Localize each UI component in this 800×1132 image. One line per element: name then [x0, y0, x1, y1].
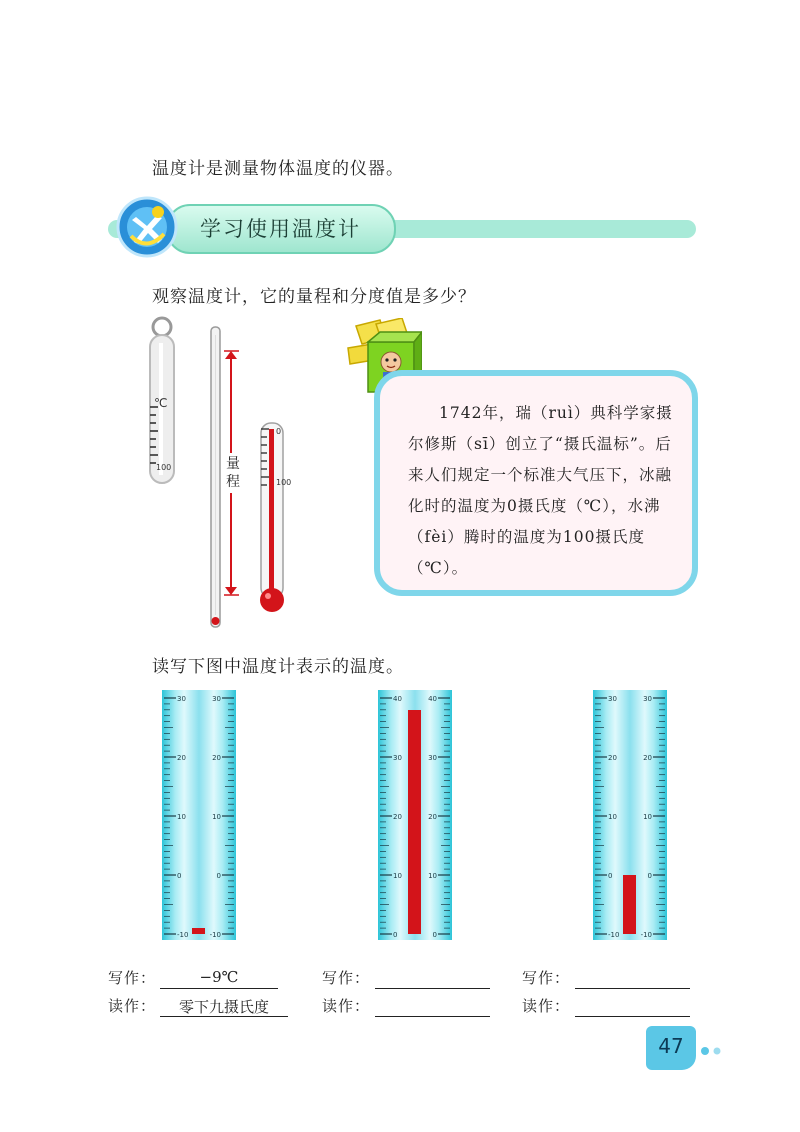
read-label-2: 读作：	[322, 997, 371, 1015]
read-field-2[interactable]	[375, 996, 490, 1017]
page-dots-icon	[700, 1046, 724, 1056]
note-box	[374, 370, 698, 596]
scale-label: 10	[608, 813, 617, 821]
scale-label-100-short: 100	[276, 478, 292, 487]
scale-label: 40	[393, 695, 402, 703]
scale-label: 10	[643, 813, 652, 821]
scale-label: 0	[608, 872, 613, 880]
write-label-2: 写作：	[322, 969, 371, 987]
scale-label: 20	[428, 813, 437, 821]
liquid-column-3	[623, 875, 636, 934]
scale-label: 10	[393, 872, 402, 880]
read-value-1: 零下九摄氏度	[178, 998, 269, 1016]
scale-label: 20	[608, 754, 617, 762]
intro-text: 温度计是测量物体温度的仪器。	[152, 159, 404, 179]
scale-label: -10	[209, 931, 221, 939]
scale-label: -10	[640, 931, 652, 939]
scale-label: 10	[177, 813, 186, 821]
scale-label-0: 0	[276, 427, 282, 436]
read-label-3: 读作：	[522, 997, 571, 1015]
scale-label: 10	[428, 872, 437, 880]
write-field-3[interactable]	[575, 968, 690, 989]
read-field-1[interactable]	[160, 996, 288, 1017]
page-number: 47	[658, 1034, 684, 1058]
thermometer-3	[593, 690, 667, 940]
thermometer-1	[162, 690, 236, 940]
write-label-1: 写作：	[108, 969, 157, 987]
scale-label: 40	[428, 695, 437, 703]
scale-label: 0	[393, 931, 398, 939]
write-label-3: 写作：	[522, 969, 571, 987]
scale-label: 20	[177, 754, 186, 762]
scale-label-100: 100	[156, 463, 172, 472]
read-label-1: 读作：	[108, 997, 157, 1015]
scale-label: 0	[177, 872, 182, 880]
scale-label: 20	[393, 813, 402, 821]
write-field-2[interactable]	[375, 968, 490, 989]
scale-label: -10	[177, 931, 189, 939]
exercise-prompt: 读写下图中温度计表示的温度。	[152, 657, 404, 677]
scale-label: 30	[643, 695, 652, 703]
read-field-3[interactable]	[575, 996, 690, 1017]
question-text: 观察温度计，它的量程和分度值是多少？	[152, 287, 476, 307]
scale-label: 30	[608, 695, 617, 703]
scale-label: 30	[428, 754, 437, 762]
thermometer-2	[378, 690, 452, 940]
range-label: 量程	[226, 456, 240, 490]
scale-label: 30	[212, 695, 221, 703]
scale-label: 0	[216, 872, 221, 880]
scale-label: 30	[393, 754, 402, 762]
scale-label: -10	[608, 931, 620, 939]
liquid-column-1	[192, 928, 205, 934]
scale-label: 10	[212, 813, 221, 821]
scale-label: 0	[647, 872, 652, 880]
section-logo-icon	[114, 196, 180, 258]
scale-label: 30	[177, 695, 186, 703]
scale-label: 20	[212, 754, 221, 762]
section-title: 学习使用温度计	[200, 217, 361, 241]
page-number-tab	[646, 1026, 696, 1070]
scale-1	[162, 690, 236, 940]
write-value-1: −9℃	[199, 968, 239, 986]
scale-label: 20	[643, 754, 652, 762]
note-text: 1742年，瑞（ruì）典科学家摄尔修斯（sī）创立了“摄氏温标”。后来人们规定一个标准大气压下，冰融化时的温度为0摄氏度（℃），水沸（fèi）腾时的温度为100摄氏度（℃）。	[408, 404, 673, 577]
unit-symbol: ℃	[154, 396, 168, 410]
scale-label: 0	[432, 931, 437, 939]
write-field-1[interactable]	[160, 968, 278, 989]
liquid-column-2	[408, 710, 421, 934]
hanging-thermometer	[150, 318, 174, 483]
short-thermometer	[260, 423, 291, 612]
